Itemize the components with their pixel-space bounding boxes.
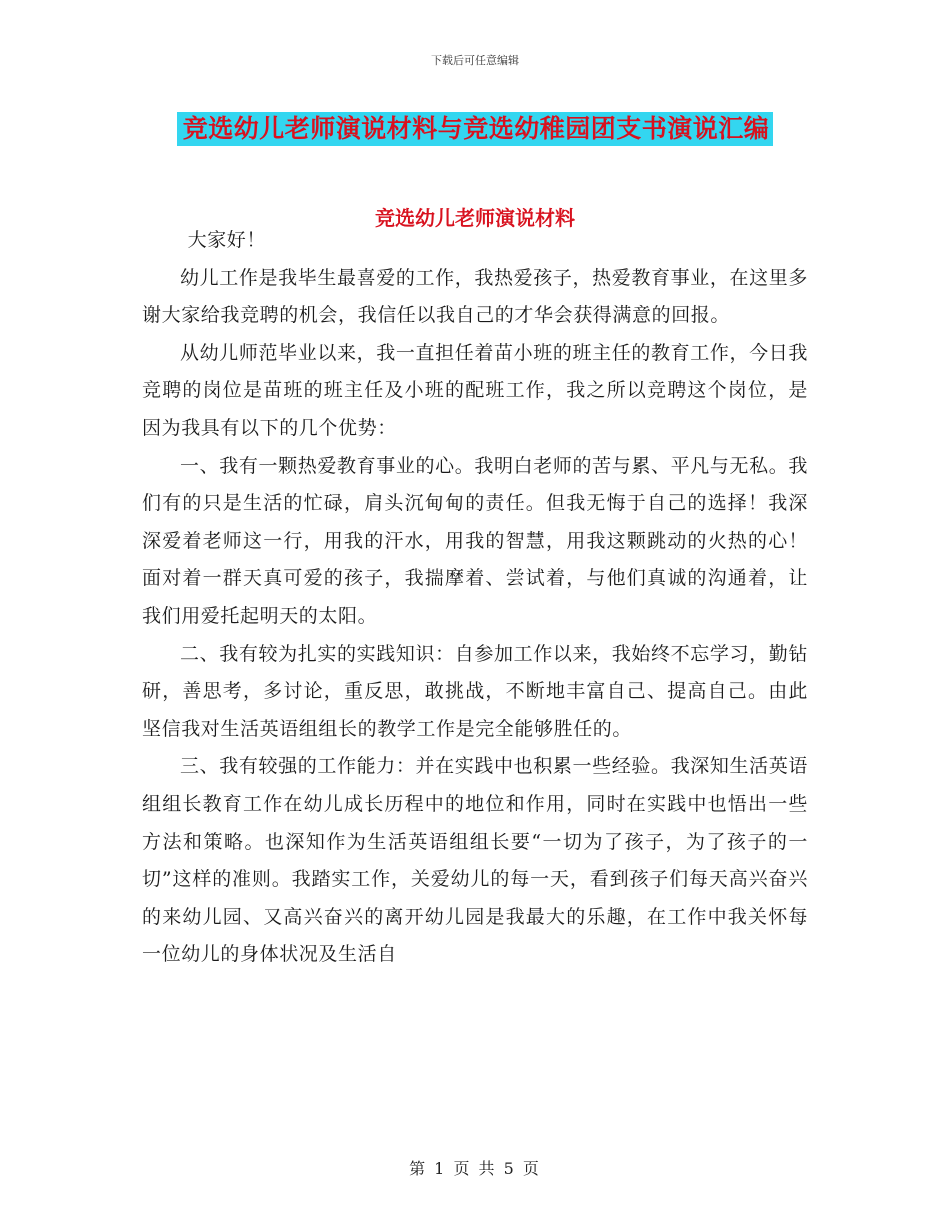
paragraph: 二、我有较为扎实的实践知识：自参加工作以来，我始终不忘学习，勤钻研，善思考，多讨论，重反思，敢挑战，不断地丰富自己、提高自己。由此坚信我对生活英语组组长的教学工作是完全能够胜任的。 (142, 642, 808, 740)
paragraph: 从幼儿师范毕业以来，我一直担任着苗小班的班主任的教育工作，今日我竞聘的岗位是苗班的班主任及小班的配班工作，我之所以竞聘这个岗位，是因为我具有以下的几个优势： (142, 341, 808, 439)
paragraph: 三、我有较强的工作能力：并在实践中也积累一些经验。我深知生活英语组组长教育工作在幼儿成长历程中的地位和作用，同时在实践中也悟出一些方法和策略。也深知作为生活英语组组长要“一切为了孩子，为了孩子的一切”这样的准则。我踏实工作，关爱幼儿的每一天，看到孩子们每天高兴奋兴的来幼儿园、又高兴奋兴的离开幼儿园是我最大的乐趣，在工作中我关怀每一位幼儿的身体状况及生活自 (142, 755, 808, 966)
document-title-wrap (0, 112, 950, 146)
section-title: 竞选幼儿老师演说材料 (375, 206, 575, 230)
document-body (142, 222, 808, 974)
paragraph: 一、我有一颗热爱教育事业的心。我明白老师的苦与累、平凡与无私。我们有的只是生活的忙碌，肩头沉甸甸的责任。但我无悔于自己的选择！我深深爱着老师这一行，用我的汗水，用我的智慧，用我这颗跳动的火热的心！面对着一群天真可爱的孩子，我揣摩着、尝试着，与他们真诚的沟通着，让我们用爱托起明天的太阳。 (142, 454, 808, 627)
paragraph: 幼儿工作是我毕生最喜爱的工作，我热爱孩子，热爱教育事业，在这里多谢大家给我竞聘的机会，我信任以我自己的才华会获得满意的回报。 (142, 266, 808, 327)
paragraph-greeting: 大家好！ (187, 229, 266, 251)
document-title: 竞选幼儿老师演说材料与竞选幼稚园团支书演说汇编 (177, 112, 774, 146)
page-footer: 第 1 页 共 5 页 (409, 1159, 541, 1178)
header-note: 下载后可任意编辑 (431, 54, 519, 67)
